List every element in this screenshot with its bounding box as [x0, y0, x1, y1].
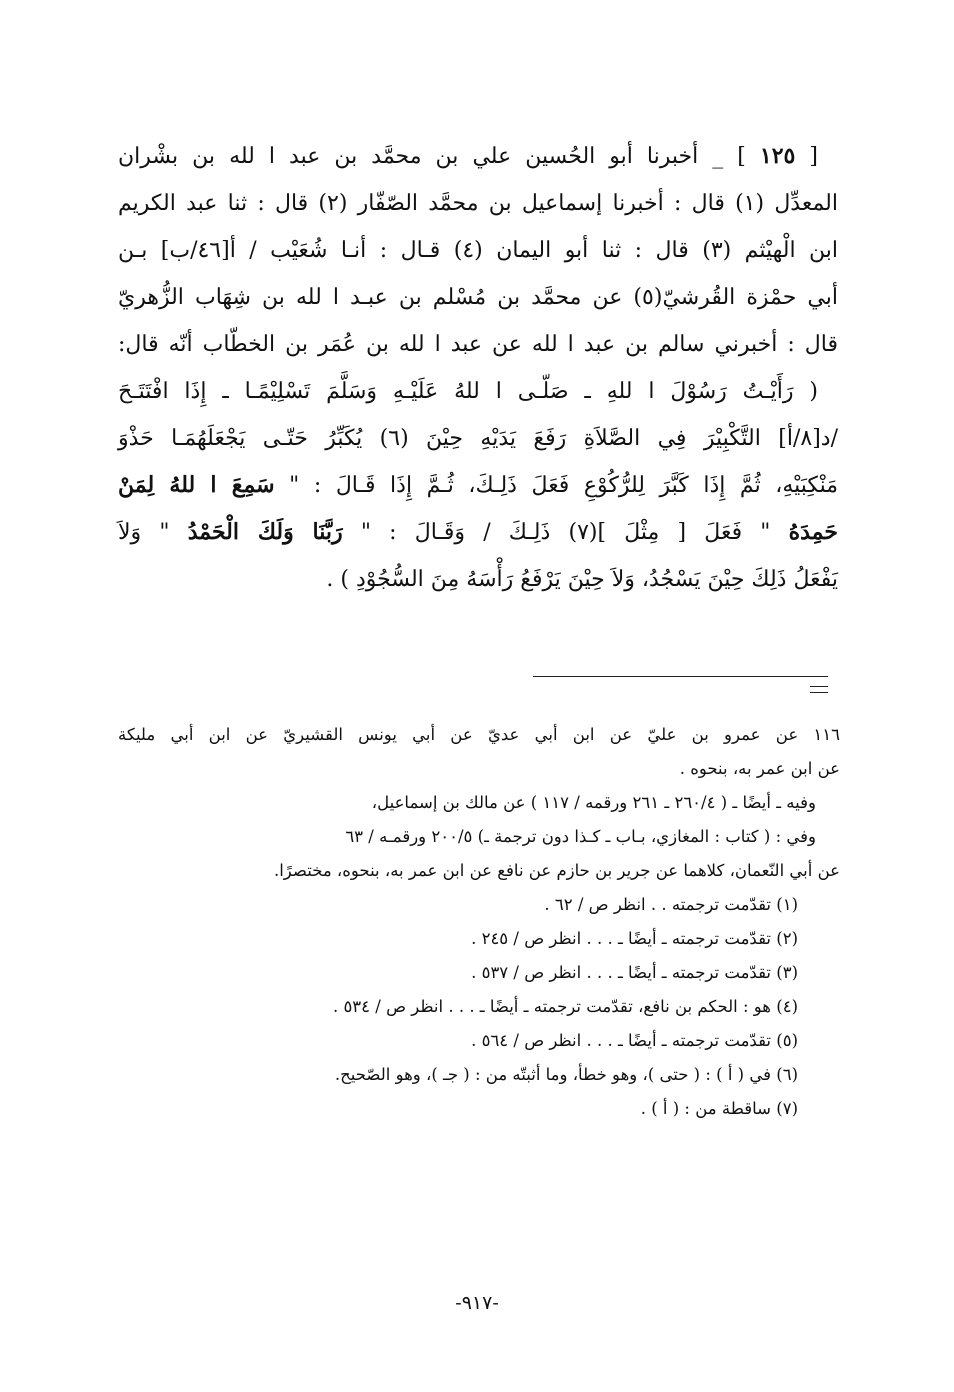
- footnote-item: (٣) تقدّمت ترجمته ـ أيضًا ـ . . . انظر ص / ٥٣٧ .: [471, 963, 798, 982]
- hadith-number: ١٢٥: [759, 143, 796, 169]
- hadith-line: ابن الْهيْثم (٣) قال : ثنا أبو اليمان (٤) قـال : أنـا شُعَيْب / أ[٤٦/ب] بـن: [118, 238, 839, 263]
- footnote-divider: [533, 676, 828, 677]
- note-line: وفي : ( كتاب : المغازي، بـاب ـ كـذا دون ترجمة ـ) ٢٠٠/٥ ورقمـه / ٦٣: [345, 827, 816, 846]
- hadith-line-text: ] _ أخبرنا أبو الحُسين علي بن محمَّد بن عبد ا لله بن بشْران: [118, 144, 746, 169]
- page-number: -٩١٧-: [455, 1292, 499, 1314]
- footnotes: [118, 718, 840, 1126]
- bold-phrase: سَمِعَ ا للهُ لِمَنْ: [118, 472, 275, 498]
- bold-phrase: حَمِدَهُ: [788, 519, 839, 545]
- footnote-item: (٥) تقدّمت ترجمته ـ أيضًا ـ . . . انظر ص / ٥٦٤ .: [471, 1031, 798, 1050]
- hadith-line: [118, 133, 838, 180]
- bold-phrase: رَبَّنَا وَلَكَ الْحَمْدُ: [187, 519, 343, 545]
- footnote-item: (٦) في ( أ ) : ( حتى )، وهو خطأ، وما أثبتّه من : ( جـ )، وهو الصّحيح.: [334, 1065, 798, 1084]
- hadith-line: المعدِّل (١) قال : أخبرنا إسماعيل بن محمَّد الصّفّار (٢) قال : ثنا عبد الكريم: [118, 191, 838, 216]
- footnote-item: (١) تقدّمت ترجمته . . انظر ص / ٦٢ .: [544, 895, 798, 914]
- footnote-item: (٤) هو : الحكم بن نافع، تقدّمت ترجمته ـ أيضًا ـ . . . انظر ص / ٥٣٤ .: [332, 997, 798, 1016]
- hadith-line: أبي حمْزة القُرشيّ(٥) عن محمَّد بن مُسْلم بن عبـد ا لله بن شِهَاب الزُّهريّ: [118, 285, 838, 310]
- footnote-item: (٧) ساقطة من : ( أ ) .: [640, 1099, 798, 1118]
- note-line: عن أبي النّعمان، كلاهما عن جرير بن حازم عن نافع عن ابن عمر به، بنحوه، مختصرًا.: [273, 861, 840, 880]
- bracket-open: [: [809, 144, 818, 169]
- equals-mark: [810, 686, 828, 693]
- hadith-line: ( رَأَيْـتُ رَسُوْلَ ا للهِ ـ صَلّـى ا للهُ عَلَيْـهِ وَسَلَّمَ تَسْلِيْمًـا ـ إِذَا افْتَتَـحَ: [118, 379, 818, 404]
- hadith-line-text: مَنْكِبَيْهِ، ثُمَّ إِذَا كَبَّرَ لِلرُّكُوْعِ فَعَلَ ذَلِـكَ، ثُـمَّ إِذَا قَـالَ : ": [289, 473, 838, 498]
- note-line: ١١٦ عن عمرو بن عليّ عن ابن أبي عديّ عن أبي يونس القشيريّ عن ابن أبي مليكة: [118, 725, 840, 744]
- hadith-line: يَفْعَلُ ذَلِكَ حِيْنَ يَسْجُدُ، وَلاَ حِيْنَ يَرْفَعُ رَأْسَهُ مِنَ السُّجُوْدِ ) .: [326, 567, 838, 592]
- note-line: عن ابن عمر به، بنحوه .: [679, 759, 840, 778]
- hadith-line: [118, 462, 838, 509]
- hadith-line-text: " فَعَلَ [ مِثْلَ ](٧) ذَلِـكَ / وَقَـالَ : ": [360, 520, 771, 545]
- hadith-line-text: " وَلاَ: [118, 520, 170, 545]
- hadith-line: /د[٨/أ] التَّكْبِيْرَ فِي الصَّلاَةِ رَفَعَ يَدَيْهِ حِيْنَ (٦) يُكَبِّرُ حَتّـى يَجْعَلَهُمَـا حَذْوَ: [118, 426, 838, 451]
- hadith-text: [118, 133, 838, 603]
- footnote-item: (٢) تقدّمت ترجمته ـ أيضًا ـ . . . انظر ص / ٢٤٥ .: [471, 929, 798, 948]
- hadith-line: [118, 509, 838, 556]
- hadith-line: قال : أخبرني سالم بن عبد ا لله عن عبد ا لله بن عُمَر بن الخطّاب أنّه قال:: [118, 332, 838, 357]
- note-line: وفيه ـ أيضًا ـ ( ٢٦٠/٤ ـ ٢٦١ ورقمه / ١١٧ ) عن مالك بن إسماعيل،: [371, 793, 816, 812]
